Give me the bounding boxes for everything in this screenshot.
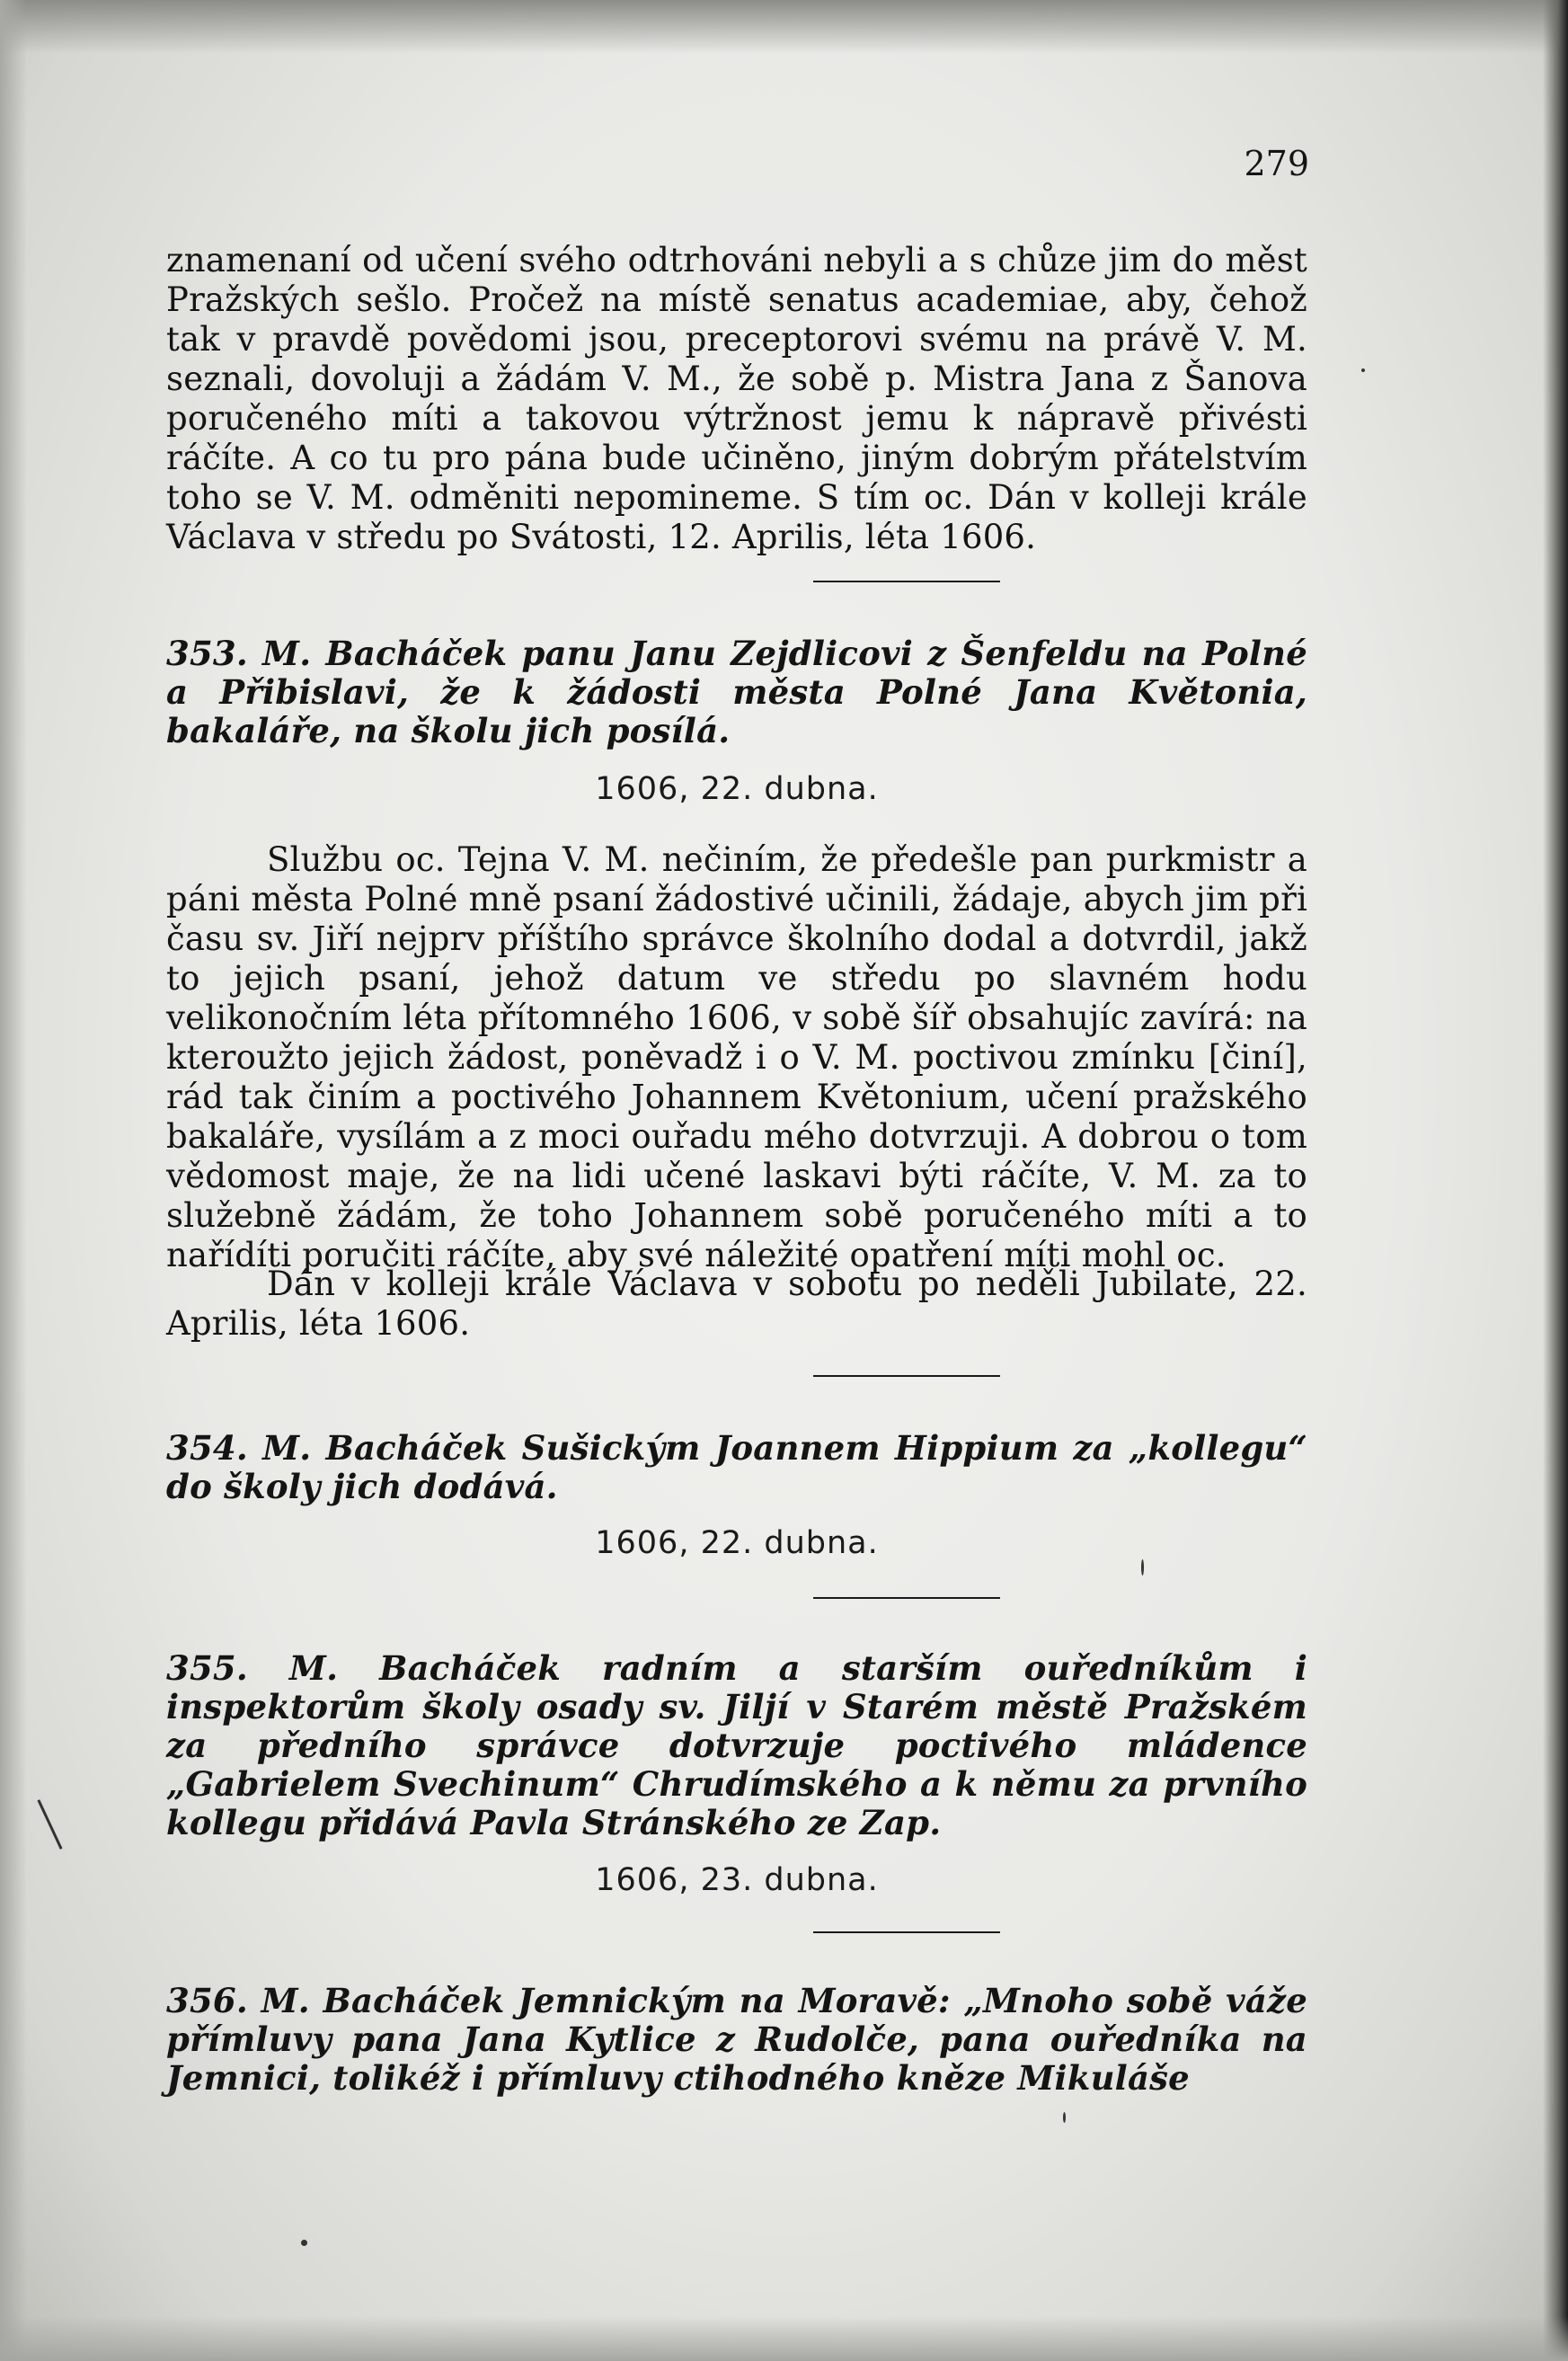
scan-speck: [301, 2240, 307, 2246]
scan-speck: [1063, 2112, 1066, 2123]
entry-355-number: 355.: [166, 1648, 248, 1688]
entry-353-body-text: Službu oc. Tejna V. M. nečiním, že předešle pan purkmistr a páni města Polné mně psaní žádostivé učinili, žádaje, abych jim při času sv. Jiří nejprv příštího správce školního dodal a dotvrdil, jakž to jejich psaní, jehož datum ve středu po slavném hodu velikonočním léta přítomného 1606, v sobě šíř obsahujíc zavírá: na kteroužto jejich žádost, poněvadž i o V. M. poctivou zmínku [činí], rád tak činím a poctivého Johannem Květonium, učení pražského bakaláře, vysílám a z moci ouřadu mého dotvrzuji. A dobrou o tom vědomost maje, že na lidi učené laskavi býti ráčíte, V. M. za to služebně žádám, že toho Johannem sobě poručeného míti a to nařídíti poručiti ráčíte, aby své náležité opatření míti mohl oc.: [166, 840, 1307, 1274]
entry-356-heading-text: M. Bacháček Jemnickým na Moravě: „Mnoho sobě váže přímluvy pana Jana Kytlice z Rudolče, pana ouředníka na Jemnici, tolikéž i přímluvy ctihodného kněze Mikuláše: [166, 1981, 1307, 2098]
entry-355-heading-text: M. Bacháček radním a starším ouředníkům i inspektorům školy osady sv. Jiljí v Starém městě Pražském za předního správce dotvrzuje poctivého mládence „Gabrielem Svechinum“ Chrudímského a k němu za prvního kollegu přidává Pavla Stránského ze Zap.: [166, 1648, 1307, 1842]
entry-356-heading: [166, 1982, 1307, 2098]
entry-354-date: 1606, 22. dubna.: [595, 1525, 879, 1561]
section-divider: [813, 1597, 1000, 1599]
intro-paragraph: znamenaní od učení svého odtrhováni nebyli a s chůze jim do měst Pražských sešlo. Pročež na místě senatus academiae, aby, čehož tak v pravdě povědomi jsou, preceptorovi svému na právě V. M. seznali, dovoluji a žádám V. M., že sobě p. Mistra Jana z Šanova poručeného míti a takovou výtržnost jemu k nápravě přivésti ráčíte. A co tu pro pána bude učiněno, jiným dobrým přátelstvím toho se V. M. odměniti nepomineme. S tím oc. Dán v kolleji krále Václava v středu po Svátosti, 12. Aprilis, léta 1606.: [166, 241, 1307, 556]
entry-354-heading-text: M. Bacháček Sušickým Joannem Hippium za „kollegu“ do školy jich dodává.: [166, 1428, 1307, 1506]
entry-353-body: [166, 840, 1307, 1275]
scan-edge-bottom: [0, 2316, 1568, 2361]
scan-speck: [1141, 1559, 1144, 1575]
entry-355-heading: [166, 1649, 1307, 1842]
page-number: 279: [1244, 144, 1309, 183]
scan-edge-top: [0, 0, 1568, 54]
scan-speck: [37, 1799, 62, 1850]
entry-354-heading: [166, 1429, 1307, 1506]
entry-353-number: 353.: [166, 634, 248, 673]
entry-353-date: 1606, 22. dubna.: [595, 771, 879, 807]
scan-edge-right: [1543, 0, 1568, 2361]
section-divider: [813, 581, 1000, 582]
entry-353-heading: [166, 635, 1307, 750]
entry-354-number: 354.: [166, 1428, 248, 1468]
scan-speck: [1361, 368, 1365, 372]
section-divider: [813, 1375, 1000, 1377]
entry-353-closing-text: Dán v kolleji krále Václava v sobotu po neděli Jubilate, 22. Aprilis, léta 1606.: [166, 1265, 1307, 1343]
entry-356-number: 356.: [166, 1981, 248, 2020]
section-divider: [813, 1931, 1000, 1933]
scan-edge-left: [0, 0, 27, 2361]
entry-353-heading-text: M. Bacháček panu Janu Zejdlicovi z Šenfeldu na Polné a Přibislavi, že k žádosti města Polné Jana Květonia, bakaláře, na školu jich posílá.: [166, 634, 1307, 750]
entry-353-closing: [166, 1265, 1307, 1344]
entry-355-date: 1606, 23. dubna.: [595, 1862, 879, 1898]
